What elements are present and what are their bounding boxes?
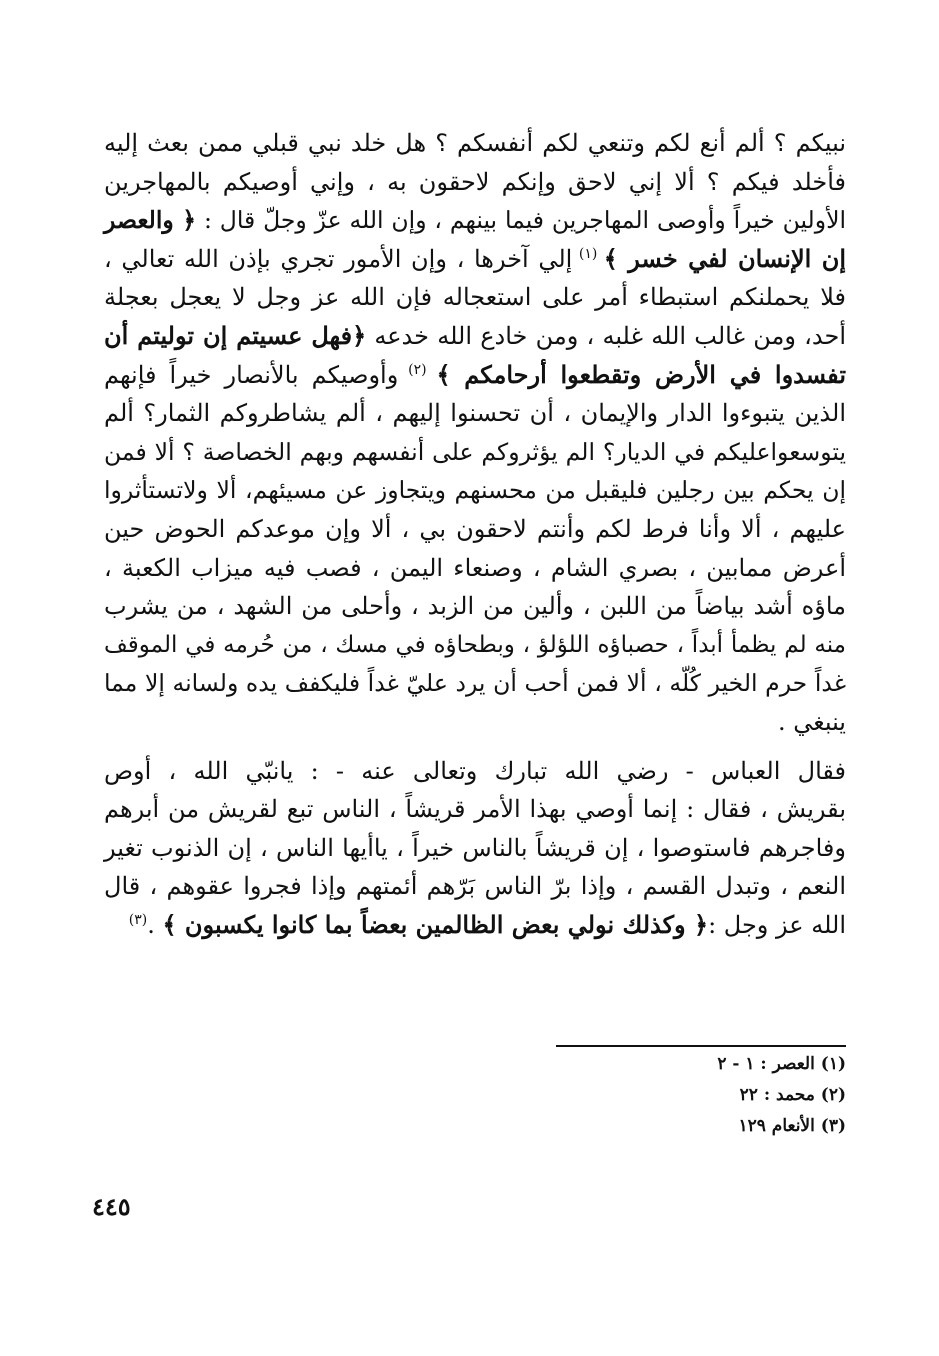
text-line xyxy=(104,317,846,356)
footnote-1: (١) العصر : ١ - ٢ xyxy=(717,1054,846,1074)
text-segment: غداً حرم الخير كُلّه ، ألا فمن أحب أن يرد عليّ غداً فليكفف يده ولسانه إلا مما xyxy=(104,669,846,698)
text-line xyxy=(104,790,846,829)
footnote-2: (٢) محمد : ٢٢ xyxy=(739,1085,846,1105)
text-line xyxy=(104,867,846,906)
text-line xyxy=(104,703,846,742)
text-line xyxy=(104,471,846,510)
quran-quote: ﴿ والعصر xyxy=(104,206,197,235)
text-segment: . xyxy=(147,910,163,939)
text-segment: ينبغي . xyxy=(777,707,846,736)
text-line xyxy=(104,626,846,665)
text-segment: أعرض ممابين ، بصري الشام ، وصنعاء اليمن ، فصب فيه ميزاب الكعبة ، xyxy=(104,553,846,582)
footnote-reference: (٣) xyxy=(128,911,148,928)
text-line xyxy=(104,433,846,472)
quran-quote: ﴿فهل عسيتم إن توليتم أن xyxy=(104,320,367,350)
footnote-separator xyxy=(556,1045,846,1047)
text-line xyxy=(104,356,846,395)
text-segment: الله عز وجل : xyxy=(708,910,846,939)
paragraph xyxy=(104,752,846,945)
text-segment: إن يحكم بين رجلين فليقبل من محسنهم ويتجاوز عن مسيئهم، ألا ولاتستأثروا xyxy=(104,476,846,505)
paragraph xyxy=(104,124,846,742)
text-line xyxy=(104,201,846,240)
quran-quote: تفسدوا في الأرض وتقطعوا أرحامكم ﴾ xyxy=(436,359,846,389)
text-segment: منه لم يظمأ أبداً ، حصباؤه اللؤلؤ ، وبطحاؤه في مسك ، من حُرمه في الموقف xyxy=(104,631,846,658)
text-line xyxy=(104,510,846,549)
text-segment: فأخلد فيكم ؟ ألا إني لاحق وإنكم لاحقون به ، وإني أوصيكم بالمهاجرين xyxy=(104,167,846,196)
text-line xyxy=(104,752,846,791)
text-segment: عليهم ، ألا وأنا فرط لكم وأنتم لاحقون بي ، ألا وإن موعدكم الحوض حين xyxy=(104,514,846,543)
text-line xyxy=(104,124,846,163)
text-segment: إلي آخرها ، وإن الأمور تجري بإذن الله تعالي ، xyxy=(104,244,573,273)
text-line xyxy=(104,829,846,868)
text-segment: بقريش ، فقال : إنما أوصي بهذا الأمر قريشاً ، الناس تبع لقريش من أبرهم xyxy=(104,795,846,824)
text-line xyxy=(104,240,846,279)
text-segment: الأولين خيراً وأوصى المهاجرين فيما بينهم ، وإن الله عزّ وجلّ قال : xyxy=(196,206,847,235)
text-segment: وأوصيكم بالأنصار خيراً فإنهم xyxy=(104,360,399,389)
text-segment: وفاجرهم فاستوصوا ، إن قريشاً بالناس خيراً ، ياأيها الناس ، إن الذنوب تغير xyxy=(104,833,846,862)
page-number: ٤٤٥ xyxy=(92,1192,131,1221)
text-line xyxy=(104,278,846,317)
quran-quote: إن الإنسان لفي خسر ﴾ xyxy=(603,243,847,273)
footnote-reference: (١) xyxy=(572,245,604,262)
text-line xyxy=(104,664,846,703)
text-segment: ماؤه أشد بياضاً من اللبن ، وألين من الزبد ، وأحلى من الشهد ، من يشرب xyxy=(104,592,846,621)
text-segment: الذين يتبوءوا الدار والإيمان ، أن تحسنوا إليهم ، ألم يشاطروكم الثمار؟ ألم xyxy=(104,399,846,428)
footnote-reference: (٢) xyxy=(398,361,437,378)
text-segment: أحد، ومن غالب الله غلبه ، ومن خادع الله خدعه xyxy=(366,321,846,350)
quran-quote: ﴿ وكذلك نولي بعض الظالمين بعضاً بما كانوا يكسبون ﴾ xyxy=(162,909,709,939)
paragraph-gap xyxy=(104,742,846,752)
footnotes xyxy=(556,1049,846,1142)
text-segment: يتوسعواعليكم في الديار؟ الم يؤثروكم على أنفسهم وبهم الخصاصة ؟ ألا فمن xyxy=(104,437,846,466)
text-line xyxy=(104,587,846,626)
text-segment: فقال العباس - رضي الله تبارك وتعالى عنه - : يانبّي الله ، أوص xyxy=(104,756,846,785)
text-line xyxy=(104,163,846,202)
text-line xyxy=(104,549,846,588)
text-segment: فلا يحملنكم استبطاء أمر على استعجاله فإن الله عز وجل لا يعجل بعجلة xyxy=(104,283,846,312)
text-segment: النعم ، وتبدل القسم ، وإذا برّ الناس بَرّهم أئمتهم وإذا فجروا عقوهم ، قال xyxy=(104,872,846,901)
text-segment: نبيكم ؟ ألم أنع لكم وتنعي لكم أنفسكم ؟ هل خلد نبي قبلي ممن بعث إليه xyxy=(104,129,846,157)
text-line xyxy=(104,906,846,945)
footnote-3: (٣) الأنعام ١٢٩ xyxy=(738,1116,846,1136)
main-text xyxy=(104,124,846,944)
text-line xyxy=(104,394,846,433)
